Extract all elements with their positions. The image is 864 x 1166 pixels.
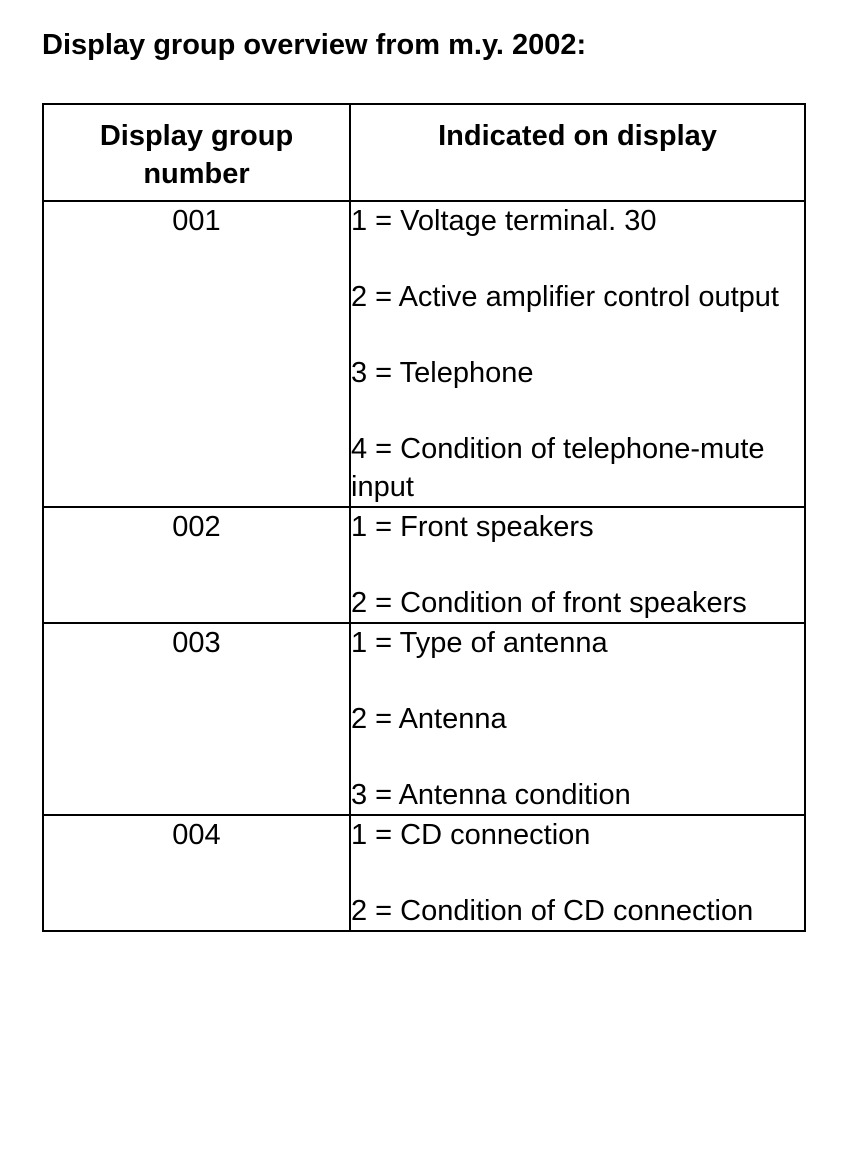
group-number-cell: 004: [43, 815, 350, 931]
table-header-row: [43, 104, 805, 201]
display-item: 2 = Active amplifier control output: [351, 281, 779, 313]
display-item: 3 = Antenna condition: [351, 779, 631, 811]
table-row: [43, 623, 805, 815]
indicated-items-cell: [350, 507, 805, 623]
table-row: [43, 201, 805, 507]
display-item: 4 = Condition of telephone-mute input: [351, 433, 765, 503]
indicated-items-cell: [350, 623, 805, 815]
display-item: 1 = Type of antenna: [351, 627, 608, 659]
display-item: 2 = Condition of front speakers: [351, 587, 747, 619]
group-number-cell: 003: [43, 623, 350, 815]
indicated-items-cell: [350, 201, 805, 507]
group-number-cell: 001: [43, 201, 350, 507]
display-item: 3 = Telephone: [351, 357, 534, 389]
display-group-table: [42, 103, 806, 932]
table-row: [43, 507, 805, 623]
table-row: [43, 815, 805, 931]
display-item: 2 = Condition of CD connection: [351, 895, 754, 927]
display-item: 1 = CD connection: [351, 819, 591, 851]
display-item: 2 = Antenna: [351, 703, 507, 735]
page-title: Display group overview from m.y. 2002:: [42, 29, 587, 61]
header-display-group-number: Display group number: [43, 104, 350, 201]
group-number-cell: 002: [43, 507, 350, 623]
indicated-items-cell: [350, 815, 805, 931]
header-indicated-on-display: Indicated on display: [350, 104, 805, 201]
display-item: 1 = Voltage terminal. 30: [351, 205, 657, 237]
display-item: 1 = Front speakers: [351, 511, 594, 543]
